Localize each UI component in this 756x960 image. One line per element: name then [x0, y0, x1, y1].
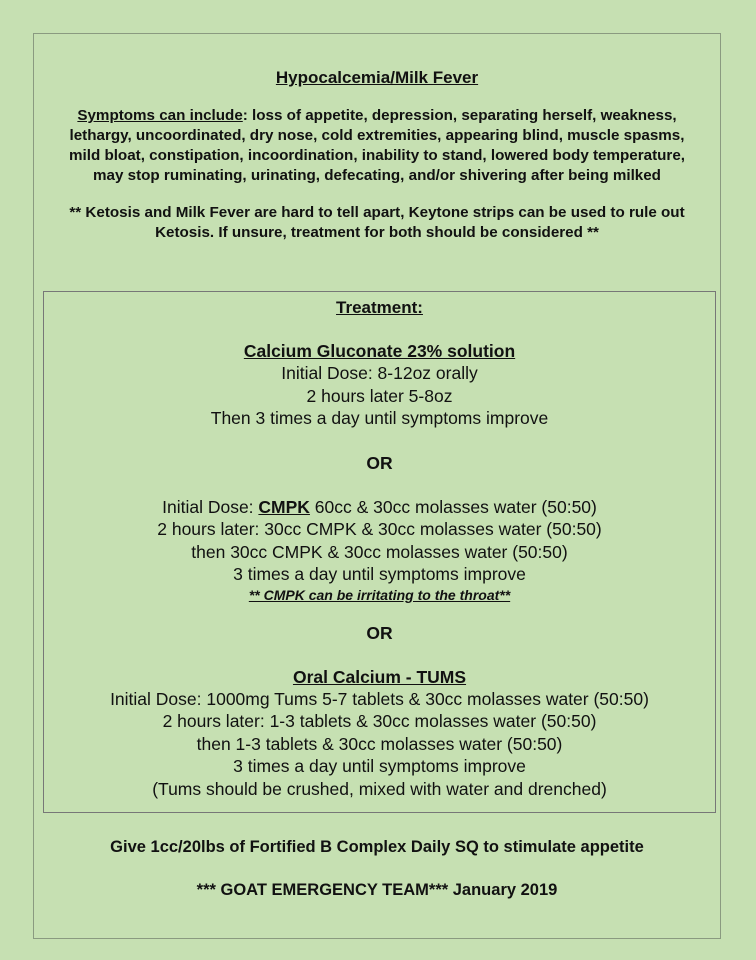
option2-suffix: 60cc & 30cc molasses water (50:50) — [309, 496, 597, 517]
or-divider: OR — [366, 622, 393, 643]
option2-line: then 30cc CMPK & 30cc molasses water (50:50) — [191, 541, 568, 562]
option3-line: 2 hours later: 1-3 tablets & 30cc molasses water (50:50) — [162, 711, 597, 731]
symptoms-lead: Symptoms can include — [77, 107, 243, 124]
symptoms-paragraph — [63, 106, 691, 186]
option1-line: Initial Dose: 8-12oz orally — [281, 363, 478, 383]
option1-title: Calcium Gluconate 23% solution — [243, 341, 516, 361]
b-complex-instruction: Give 1cc/20lbs of Fortified B Complex Daily SQ to stimulate appetite — [110, 838, 644, 856]
treatment-title: Treatment: — [336, 298, 423, 317]
option2-line: 2 hours later: 30cc CMPK & 30cc molasses water (50:50) — [157, 519, 602, 539]
option3-line: Initial Dose: 1000mg Tums 5-7 tablets & 30cc molasses water (50:50) — [110, 688, 649, 709]
option1-line: 2 hours later 5-8oz — [306, 385, 453, 406]
document-title: Hypocalcemia/Milk Fever — [275, 68, 479, 87]
option3-line: then 1-3 tablets & 30cc molasses water (50:50) — [196, 733, 563, 754]
option2-line1 — [44, 496, 715, 519]
treatment-box — [43, 291, 716, 813]
option3-title: Oral Calcium - TUMS — [292, 666, 467, 687]
cmpk-warning: ** CMPK can be irritating to the throat** — [248, 586, 511, 603]
cmpk-label: CMPK — [258, 496, 310, 517]
footer-credit: *** GOAT EMERGENCY TEAM*** January 2019 — [196, 881, 558, 899]
option1-line: Then 3 times a day until symptoms improve — [210, 408, 549, 428]
symptoms-text: : loss of appetite, depression, separating herself, weakness, lethargy, uncoordinated, dry nose, cold extremities, appearing blind, muscle spasms, mild bloat, constipation, incoordination, inability to stand, lowered body temperature, may stop ruminating, urinating, defecating, and/or shivering after being milked — [69, 107, 685, 184]
option2-prefix: Initial Dose: — [162, 496, 259, 517]
or-divider: OR — [366, 452, 393, 473]
option3-line: (Tums should be crushed, mixed with water and drenched) — [152, 778, 607, 799]
document-content — [33, 33, 721, 243]
option2-line: 3 times a day until symptoms improve — [233, 564, 526, 584]
option3-line: 3 times a day until symptoms improve — [233, 756, 526, 776]
ketosis-note: ** Ketosis and Milk Fever are hard to tell apart, Keytone strips can be used to rule out Ketosis. If unsure, treatment for both should be considered ** — [69, 204, 685, 241]
